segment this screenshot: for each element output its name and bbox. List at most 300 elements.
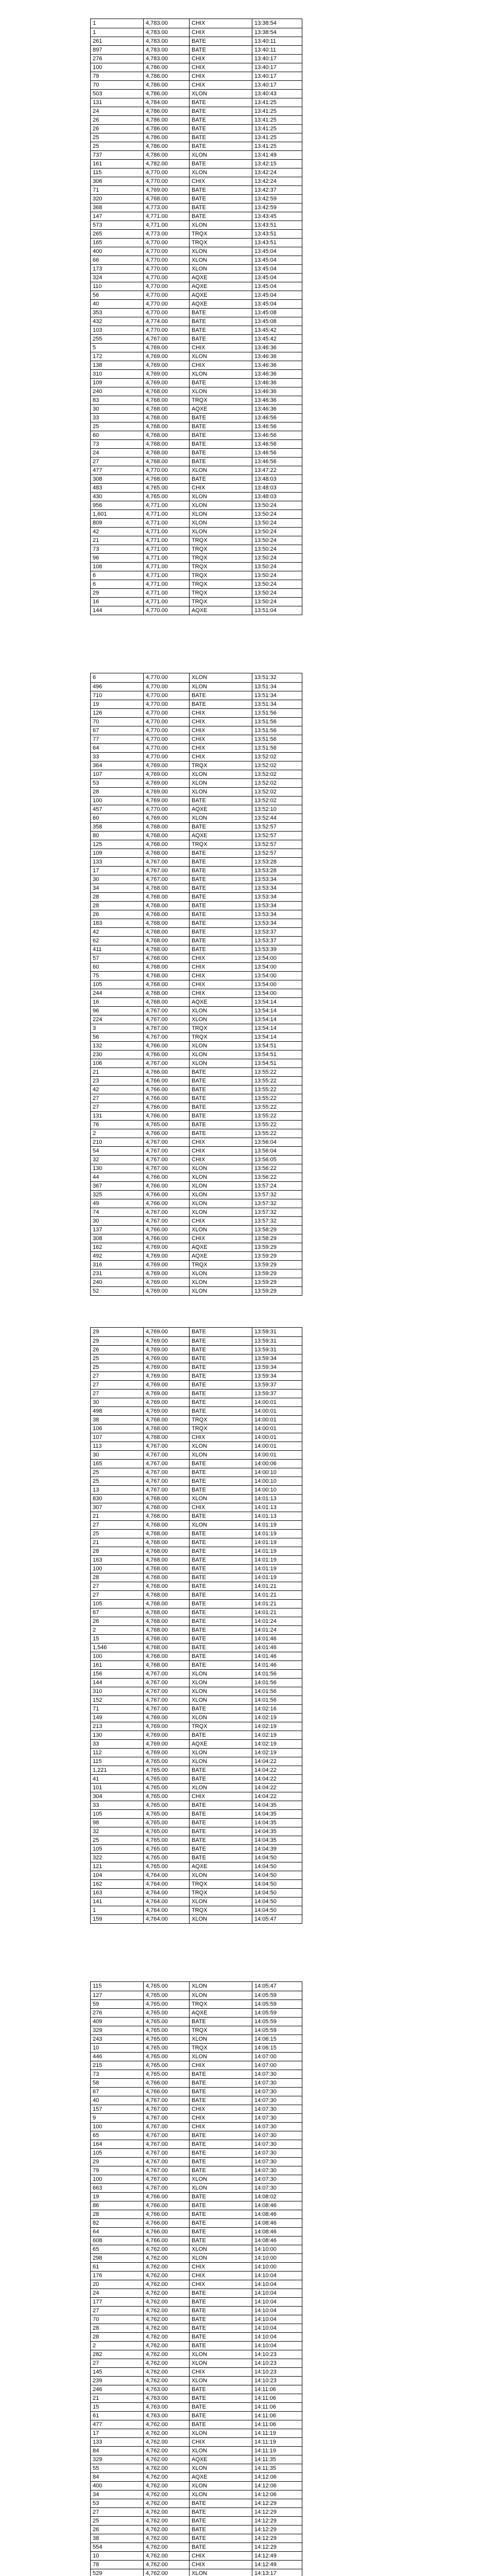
venue-cell: AQXE — [189, 2009, 252, 2017]
venue-cell: XLON — [189, 519, 252, 527]
volume-cell: 70 — [93, 2316, 99, 2323]
time-cell: 13:43:45 — [252, 212, 302, 221]
price-cell: 4,764.00 — [143, 1906, 189, 1914]
time-cell: 13:55:22 — [252, 1112, 302, 1120]
venue-cell: BATE — [189, 133, 252, 142]
time-cell: 14:02:19 — [252, 1714, 302, 1722]
time-cell: 14:04:35 — [252, 1836, 302, 1844]
venue-cell: BATE — [189, 1827, 252, 1836]
time-cell: 13:51:34 — [252, 700, 302, 708]
venue-cell: AQXE — [189, 2455, 252, 2464]
venue-cell: BATE — [189, 1389, 252, 1398]
volume-cell: 42 — [93, 929, 99, 935]
table-row — [91, 238, 302, 247]
venue-cell: CHIX — [189, 963, 252, 971]
price-cell: 4,770.00 — [143, 291, 189, 299]
venue-cell: XLON — [189, 2377, 252, 2385]
time-cell: 14:10:00 — [252, 2245, 302, 2253]
time-cell: 13:56:05 — [252, 1156, 302, 1164]
time-cell: 14:01:24 — [252, 1617, 302, 1625]
venue-cell: BATE — [189, 475, 252, 483]
time-cell: 14:01:21 — [252, 1582, 302, 1590]
price-cell: 4,768.00 — [143, 980, 189, 989]
price-cell: 4,767.00 — [143, 867, 189, 875]
price-cell: 4,766.00 — [143, 1086, 189, 1094]
volume-cell: 27 — [93, 1522, 99, 1528]
volume-cell: 26 — [93, 1618, 99, 1624]
venue-cell: BATE — [189, 884, 252, 892]
price-cell: 4,768.00 — [143, 963, 189, 971]
price-cell: 4,762.00 — [143, 2543, 189, 2551]
table-row — [91, 413, 302, 422]
price-cell: 4,769.00 — [143, 814, 189, 822]
time-cell: 14:05:59 — [252, 2026, 302, 2035]
table-row — [91, 1450, 302, 1459]
trade-table-2 — [90, 673, 302, 1296]
volume-cell: 96 — [93, 1008, 99, 1014]
volume-cell: 15 — [93, 1636, 99, 1642]
price-cell: 4,767.00 — [143, 335, 189, 343]
price-cell: 4,765.00 — [143, 2000, 189, 2008]
volume-cell: 21 — [93, 1539, 99, 1546]
volume-cell: 165 — [93, 1461, 102, 1467]
price-cell: 4,762.00 — [143, 2368, 189, 2376]
table-row — [91, 37, 302, 45]
table-row — [91, 892, 302, 901]
venue-cell: XLON — [189, 1784, 252, 1792]
time-cell: 13:51:56 — [252, 718, 302, 726]
table-row — [91, 1138, 302, 1146]
time-cell: 13:52:02 — [252, 796, 302, 805]
time-cell: 13:50:24 — [252, 580, 302, 588]
venue-cell: BATE — [189, 910, 252, 919]
table-row — [91, 752, 302, 761]
volume-cell: 483 — [93, 485, 102, 491]
time-cell: 14:10:23 — [252, 2368, 302, 2376]
venue-cell: AQXE — [189, 606, 252, 615]
volume-cell: 282 — [93, 2351, 102, 2358]
table-row — [91, 291, 302, 299]
time-cell: 14:00:01 — [252, 1407, 302, 1415]
venue-cell: BATE — [189, 2517, 252, 2525]
price-cell: 4,768.00 — [143, 1582, 189, 1590]
volume-cell: 210 — [93, 1139, 102, 1145]
venue-cell: XLON — [189, 466, 252, 474]
table-row — [91, 814, 302, 822]
venue-cell: BATE — [189, 2070, 252, 2078]
table-row — [91, 2052, 302, 2061]
volume-cell: 6 — [93, 572, 96, 579]
time-cell: 14:01:21 — [252, 1591, 302, 1599]
table-row — [91, 1380, 302, 1389]
volume-cell: 101 — [93, 1785, 102, 1791]
time-cell: 14:12:49 — [252, 2561, 302, 2569]
volume-cell: 956 — [93, 502, 102, 509]
table-row — [91, 708, 302, 717]
venue-cell: BATE — [189, 1538, 252, 1547]
table-row — [91, 177, 302, 185]
table-row — [91, 2297, 302, 2306]
venue-cell: BATE — [189, 1845, 252, 1853]
price-cell: 4,768.00 — [143, 1547, 189, 1555]
volume-cell: 77 — [93, 736, 99, 742]
price-cell: 4,762.00 — [143, 2569, 189, 2576]
volume-cell: 255 — [93, 336, 102, 342]
time-cell: 14:10:23 — [252, 2377, 302, 2385]
venue-cell: BATE — [189, 867, 252, 875]
table-row — [91, 2437, 302, 2446]
table-row — [91, 2306, 302, 2315]
time-cell: 13:59:31 — [252, 1337, 302, 1345]
table-row — [91, 1713, 302, 1722]
time-cell: 13:40:11 — [252, 46, 302, 54]
venue-cell: CHIX — [189, 2061, 252, 2070]
venue-cell: XLON — [189, 2447, 252, 2455]
table-row — [91, 1599, 302, 1608]
volume-cell: 27 — [93, 2509, 99, 2515]
time-cell: 14:01:13 — [252, 1503, 302, 1512]
price-cell: 4,765.00 — [143, 2044, 189, 2052]
time-cell: 13:57:32 — [252, 1199, 302, 1208]
time-cell: 14:01:56 — [252, 1670, 302, 1678]
price-cell: 4,762.00 — [143, 2455, 189, 2464]
volume-cell: 98 — [93, 1820, 99, 1826]
time-cell: 13:53:34 — [252, 875, 302, 884]
price-cell: 4,769.00 — [143, 1252, 189, 1260]
volume-cell: 446 — [93, 2054, 102, 2060]
venue-cell: XLON — [189, 1871, 252, 1879]
table-row — [91, 919, 302, 927]
price-cell: 4,769.00 — [143, 1381, 189, 1389]
price-cell: 4,762.00 — [143, 2490, 189, 2499]
price-cell: 4,762.00 — [143, 2552, 189, 2560]
price-cell: 4,771.00 — [143, 545, 189, 553]
price-cell: 4,765.00 — [143, 1854, 189, 1862]
time-cell: 13:46:56 — [252, 449, 302, 457]
time-cell: 14:04:35 — [252, 1827, 302, 1836]
trade-table-4 — [90, 1981, 302, 2576]
venue-cell: AQXE — [189, 2473, 252, 2481]
time-cell: 13:40:43 — [252, 90, 302, 98]
volume-cell: 6 — [93, 674, 96, 681]
table-row — [91, 1871, 302, 1879]
table-row — [91, 1354, 302, 1363]
price-cell: 4,767.00 — [143, 2096, 189, 2105]
table-row — [91, 700, 302, 708]
venue-cell: AQXE — [189, 1740, 252, 1748]
volume-cell: 71 — [93, 1706, 99, 1712]
venue-cell: TRQX — [189, 1425, 252, 1433]
venue-cell: BATE — [189, 1836, 252, 1844]
table-row — [91, 431, 302, 439]
price-cell: 4,771.00 — [143, 519, 189, 527]
venue-cell: XLON — [189, 1059, 252, 1067]
time-cell: 14:07:30 — [252, 2088, 302, 2096]
volume-cell: 710 — [93, 692, 102, 699]
volume-cell: 113 — [93, 1443, 102, 1449]
table-row — [91, 840, 302, 849]
price-cell: 4,766.00 — [143, 2201, 189, 2210]
volume-cell: 30 — [93, 876, 99, 883]
venue-cell: BATE — [189, 2140, 252, 2148]
volume-cell: 105 — [93, 1811, 102, 1817]
time-cell: 14:11:06 — [252, 2385, 302, 2394]
table-row — [91, 875, 302, 884]
venue-cell: BATE — [189, 2543, 252, 2551]
time-cell: 14:00:01 — [252, 1451, 302, 1459]
table-row — [91, 2122, 302, 2131]
venue-cell: BATE — [189, 1600, 252, 1608]
time-cell: 13:51:34 — [252, 683, 302, 691]
time-cell: 14:01:19 — [252, 1530, 302, 1538]
volume-cell: 498 — [93, 1408, 102, 1414]
price-cell: 4,769.00 — [143, 352, 189, 361]
volume-cell: 73 — [93, 546, 99, 552]
time-cell: 13:52:57 — [252, 832, 302, 840]
time-cell: 14:07:30 — [252, 2105, 302, 2113]
price-cell: 4,766.00 — [143, 1094, 189, 1103]
table-row — [91, 545, 302, 553]
price-cell: 4,770.00 — [143, 256, 189, 264]
price-cell: 4,762.00 — [143, 2315, 189, 2324]
venue-cell: TRQX — [189, 840, 252, 849]
volume-cell: 100 — [93, 1566, 102, 1572]
time-cell: 13:52:57 — [252, 823, 302, 831]
table-row — [91, 717, 302, 726]
volume-cell: 112 — [93, 1750, 102, 1756]
table-row — [91, 1999, 302, 2008]
venue-cell: BATE — [189, 858, 252, 866]
table-row — [91, 2271, 302, 2280]
table-row — [91, 1555, 302, 1564]
volume-cell: 137 — [93, 1227, 102, 1233]
time-cell: 14:07:00 — [252, 2061, 302, 2070]
venue-cell: XLON — [189, 2429, 252, 2437]
table-row — [91, 1146, 302, 1155]
time-cell: 14:12:29 — [252, 2508, 302, 2516]
volume-cell: 324 — [93, 275, 102, 281]
time-cell: 13:38:54 — [252, 28, 302, 37]
price-cell: 4,767.00 — [143, 1015, 189, 1024]
time-cell: 13:46:36 — [252, 344, 302, 352]
venue-cell: BATE — [189, 142, 252, 150]
price-cell: 4,765.00 — [143, 2061, 189, 2070]
table-row — [91, 1278, 302, 1286]
time-cell: 14:05:59 — [252, 2000, 302, 2008]
volume-cell: 53 — [93, 2500, 99, 2506]
venue-cell: BATE — [189, 2018, 252, 2026]
time-cell: 13:51:56 — [252, 744, 302, 752]
volume-cell: 75 — [93, 973, 99, 979]
volume-cell: 24 — [93, 450, 99, 456]
price-cell: 4,771.00 — [143, 212, 189, 221]
price-cell: 4,771.00 — [143, 501, 189, 510]
price-cell: 4,768.00 — [143, 989, 189, 997]
price-cell: 4,770.00 — [143, 274, 189, 282]
trade-table-1 — [90, 19, 302, 615]
volume-cell: 161 — [93, 1662, 102, 1668]
venue-cell: BATE — [189, 691, 252, 700]
table-row — [91, 326, 302, 334]
venue-cell: BATE — [189, 1573, 252, 1582]
venue-cell: CHIX — [189, 2272, 252, 2280]
price-cell: 4,762.00 — [143, 2517, 189, 2525]
table-row — [91, 1862, 302, 1871]
time-cell: 14:01:56 — [252, 1696, 302, 1704]
table-row — [91, 2008, 302, 2017]
table-row — [91, 115, 302, 124]
venue-cell: BATE — [189, 1068, 252, 1076]
price-cell: 4,771.00 — [143, 598, 189, 606]
time-cell: 14:00:06 — [252, 1460, 302, 1468]
venue-cell: AQXE — [189, 832, 252, 840]
volume-cell: 42 — [93, 1087, 99, 1093]
venue-cell: BATE — [189, 1086, 252, 1094]
volume-cell: 25 — [93, 1355, 99, 1362]
table-row — [91, 1216, 302, 1225]
time-cell: 14:04:50 — [252, 1889, 302, 1897]
price-cell: 4,768.00 — [143, 1416, 189, 1424]
table-row — [91, 2201, 302, 2210]
venue-cell: BATE — [189, 1103, 252, 1111]
price-cell: 4,767.00 — [143, 1477, 189, 1485]
time-cell: 14:07:30 — [252, 2184, 302, 2192]
volume-cell: 16 — [93, 999, 99, 1005]
time-cell: 13:46:56 — [252, 440, 302, 448]
time-cell: 13:40:17 — [252, 72, 302, 80]
volume-cell: 477 — [93, 2421, 102, 2428]
time-cell: 13:50:24 — [252, 563, 302, 571]
table-row — [91, 466, 302, 474]
table-row — [91, 1520, 302, 1529]
price-cell: 4,770.00 — [143, 700, 189, 708]
volume-cell: 100 — [93, 2176, 102, 2182]
table-row — [91, 910, 302, 919]
volume-cell: 400 — [93, 248, 102, 255]
venue-cell: BATE — [189, 195, 252, 203]
price-cell: 4,767.00 — [143, 2114, 189, 2122]
time-cell: 13:55:22 — [252, 1121, 302, 1129]
time-cell: 13:59:29 — [252, 1278, 302, 1286]
time-cell: 14:12:06 — [252, 2490, 302, 2499]
volume-cell: 131 — [93, 99, 102, 106]
price-cell: 4,767.00 — [143, 2105, 189, 2113]
table-row — [91, 1398, 302, 1406]
volume-cell: 105 — [93, 981, 102, 988]
time-cell: 13:59:34 — [252, 1363, 302, 1371]
price-cell: 4,767.00 — [143, 2140, 189, 2148]
table-row — [91, 1801, 302, 1809]
volume-cell: 29 — [93, 590, 99, 596]
time-cell: 13:53:28 — [252, 867, 302, 875]
time-cell: 13:50:24 — [252, 598, 302, 606]
table-row — [91, 1512, 302, 1520]
time-cell: 13:53:37 — [252, 928, 302, 936]
price-cell: 4,764.00 — [143, 1889, 189, 1897]
time-cell: 14:10:04 — [252, 2333, 302, 2341]
volume-cell: 64 — [93, 2229, 99, 2235]
price-cell: 4,771.00 — [143, 580, 189, 588]
time-cell: 13:54:00 — [252, 972, 302, 980]
table-row — [91, 527, 302, 536]
volume-cell: 25 — [93, 1837, 99, 1843]
venue-cell: BATE — [189, 107, 252, 115]
venue-cell: BATE — [189, 849, 252, 857]
venue-cell: TRQX — [189, 536, 252, 545]
table-row — [91, 743, 302, 752]
price-cell: 4,765.00 — [143, 1121, 189, 1129]
volume-cell: 115 — [93, 1758, 102, 1765]
venue-cell: XLON — [189, 387, 252, 396]
venue-cell: CHIX — [189, 1156, 252, 1164]
time-cell: 14:04:50 — [252, 1854, 302, 1862]
table-row — [91, 1085, 302, 1094]
volume-cell: 26 — [93, 2527, 99, 2533]
table-row — [91, 2481, 302, 2490]
time-cell: 14:11:19 — [252, 2438, 302, 2446]
time-cell: 14:06:15 — [252, 2035, 302, 2043]
table-row — [91, 133, 302, 142]
volume-cell: 33 — [93, 415, 99, 421]
price-cell: 4,765.00 — [143, 484, 189, 492]
venue-cell: BATE — [189, 1591, 252, 1599]
volume-cell: 144 — [93, 607, 102, 614]
table-row — [91, 1836, 302, 1844]
time-cell: 13:59:29 — [252, 1243, 302, 1251]
volume-cell: 105 — [93, 1846, 102, 1852]
venue-cell: XLON — [189, 788, 252, 796]
table-row — [91, 203, 302, 212]
table-row — [91, 1050, 302, 1059]
volume-cell: 28 — [93, 2325, 99, 2331]
venue-cell: BATE — [189, 1094, 252, 1103]
venue-cell: AQXE — [189, 282, 252, 291]
venue-cell: XLON — [189, 1050, 252, 1059]
time-cell: 13:54:00 — [252, 963, 302, 971]
price-cell: 4,766.00 — [143, 1199, 189, 1208]
table-row — [91, 2560, 302, 2569]
table-row — [91, 1503, 302, 1512]
volume-cell: 33 — [93, 1741, 99, 1747]
price-cell: 4,763.00 — [143, 2385, 189, 2394]
venue-cell: XLON — [189, 1182, 252, 1190]
time-cell: 14:01:46 — [252, 1643, 302, 1652]
volume-cell: 308 — [93, 476, 102, 482]
volume-cell: 71 — [93, 187, 99, 193]
table-row — [91, 1286, 302, 1295]
price-cell: 4,768.00 — [143, 919, 189, 927]
table-row — [91, 1251, 302, 1260]
time-cell: 14:11:35 — [252, 2464, 302, 2472]
table-row — [91, 606, 302, 615]
table-row — [91, 945, 302, 954]
venue-cell: BATE — [189, 2315, 252, 2324]
volume-cell: 320 — [93, 196, 102, 202]
venue-cell: BATE — [189, 823, 252, 831]
table-row — [91, 1345, 302, 1354]
time-cell: 13:41:25 — [252, 125, 302, 133]
venue-cell: XLON — [189, 2184, 252, 2192]
price-cell: 4,774.00 — [143, 317, 189, 326]
price-cell: 4,767.00 — [143, 1460, 189, 1468]
table-row — [91, 2341, 302, 2350]
time-cell: 14:12:06 — [252, 2482, 302, 2490]
time-cell: 14:07:30 — [252, 2166, 302, 2175]
volume-cell: 358 — [93, 824, 102, 830]
price-cell: 4,764.00 — [143, 1897, 189, 1906]
venue-cell: BATE — [189, 2088, 252, 2096]
table-row — [91, 2017, 302, 2026]
